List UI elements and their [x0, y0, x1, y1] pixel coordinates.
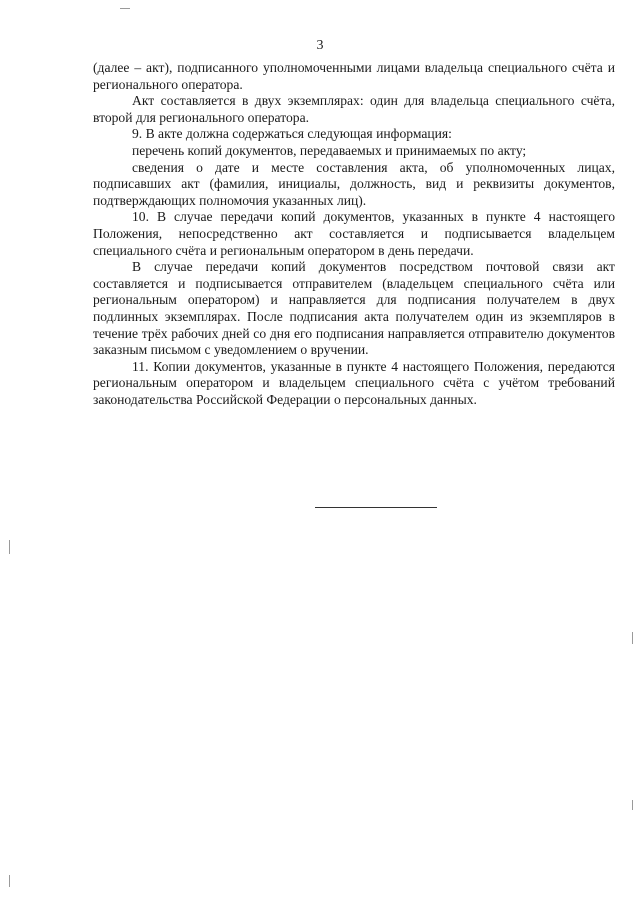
- end-separator-line: [315, 507, 437, 508]
- scan-artifact-left-1: [9, 540, 10, 554]
- scan-artifact-left-2: [9, 875, 10, 887]
- scan-artifact-top: [120, 8, 130, 9]
- paragraph-11: 11. Копии документов, указанные в пункте 4 настоящего Положения, передаются региональным оператором и владельцем специального счёта с учётом требований законодательства Российской Федерации о персональных данных.: [93, 358, 615, 407]
- document-body: [93, 60, 615, 408]
- paragraph-continuation: (далее – акт), подписанного уполномоченными лицами владельца специального счёта и регионального оператора.: [93, 60, 615, 92]
- paragraph-9-item-list: перечень копий документов, передаваемых и принимаемых по акту;: [132, 142, 527, 158]
- paragraph-9-heading: 9. В акте должна содержаться следующая информация:: [132, 126, 452, 142]
- scan-artifact-right-2: [632, 800, 633, 810]
- paragraph-act-copies: Акт составляется в двух экземплярах: один для владельца специального счёта, второй для регионального оператора.: [93, 93, 615, 125]
- page-number: 3: [316, 38, 324, 53]
- paragraph-10-postal: В случае передачи копий документов посредством почтовой связи акт составляется и подписывается отправителем (владельцем специального счёта или региональным оператором) и направляется для подписания получателем в двух подлинных экземплярах. После подписания акта получателем один из экземпляров в течение трёх рабочих дней со дня его подписания направляется отправителю документов заказным письмом с уведомлением о вручении.: [93, 259, 615, 358]
- paragraph-10: 10. В случае передачи копий документов, указанных в пункте 4 настоящего Положения, непосредственно акт составляется и подписывается владельцем специального счёта и региональным оператором в день передачи.: [93, 209, 615, 258]
- paragraph-9-item-details: сведения о дате и месте составления акта, об уполномоченных лицах, подписавших акт (фамилия, инициалы, должность, вид и реквизиты документов, подтверждающих полномочия указанных лиц).: [93, 159, 615, 208]
- scan-artifact-right-1: [632, 632, 633, 644]
